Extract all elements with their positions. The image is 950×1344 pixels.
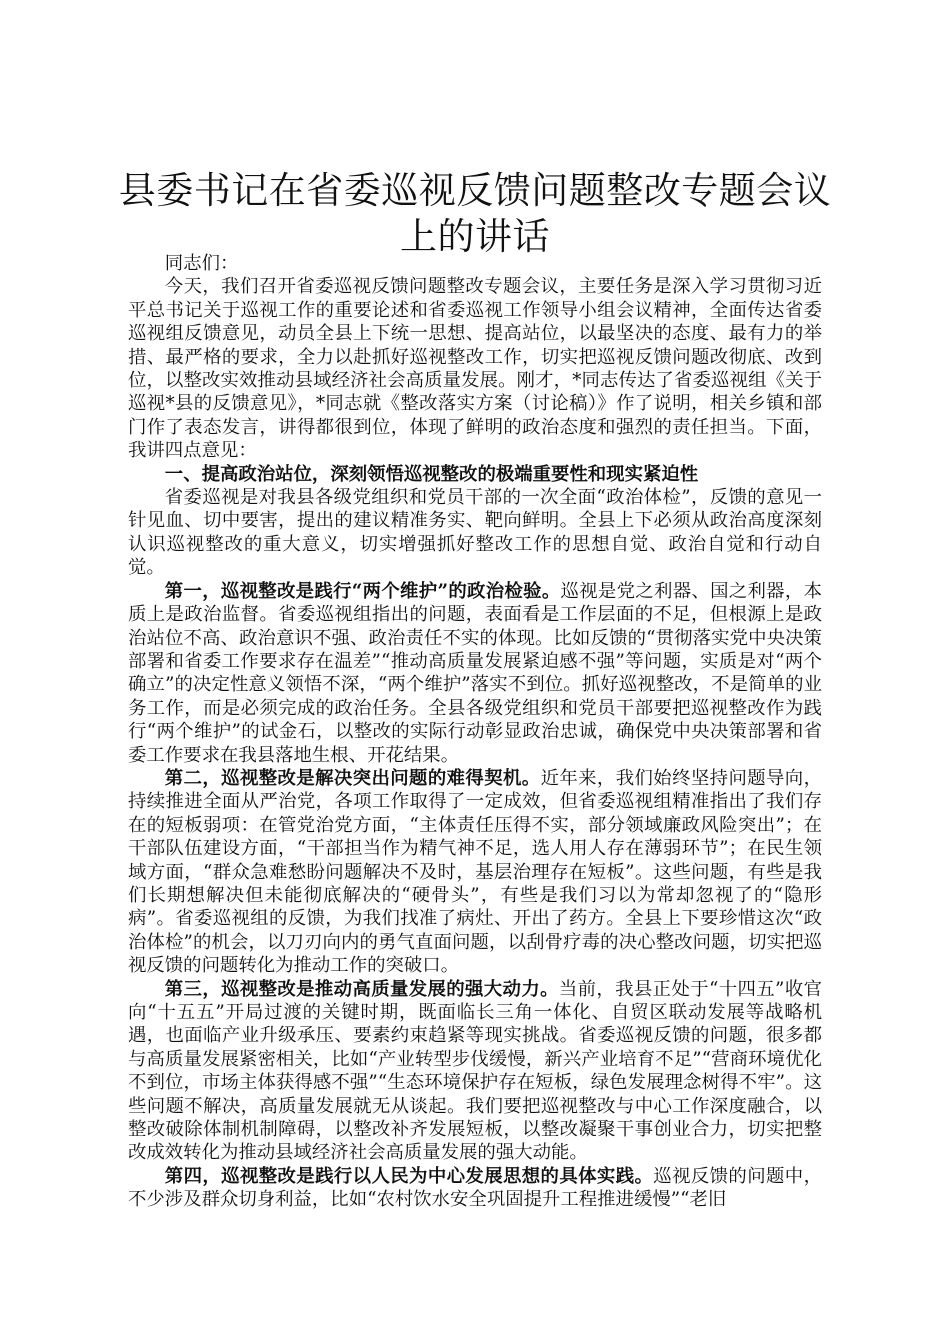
document-title: 县委书记在省委巡视反馈问题整改专题会议上的讲话 xyxy=(118,169,832,258)
point-text-2: 近年来，我们始终坚持问题导向，持续推进全面从严治党，各项工作取得了一定成效，但省委巡视组精准指出了我们存在的短板弱项：在管党治党方面，“主体责任压得不实，部分领域廉政风险突出”；在干部队伍建设方面，“干部担当作为精气神不足，选人用人存在薄弱环节”；在民生领域方面，“群众急难愁盼问题解决不及时，基层治理存在短板”。这些问题，有些是我们长期想解决但未能彻底解决的“硬骨头”，有些是我们习以为常却忽视了的“隐形病”。省委巡视组的反馈，为我们找准了病灶、开出了药方。全县上下要珍惜这次“政治体检”的机会，以刀刃向内的勇气直面问题，以刮骨疗毒的决心整改问题，切实把巡视反馈的问题转化为推动工作的突破口。 xyxy=(128,767,822,977)
point-paragraph-1 xyxy=(128,580,822,767)
point-lead-3: 第三，巡视整改是推动高质量发展的强大动力。 xyxy=(164,978,559,1000)
greeting: 同志们： xyxy=(164,253,239,274)
point-lead-2: 第二，巡视整改是解决突出问题的难得契机。 xyxy=(164,767,541,789)
point-text-1: 巡视是党之利器、国之利器，本质上是政治监督。省委巡视组指出的问题，表面看是工作层面的不足，但根源上是政治站位不高、政治意识不强、政治责任不实的体现。比如反馈的“贯彻落实党中央决策部署和省委工作要求存在温差”“推动高质量发展紧迫感不强”等问题，实质是对“两个确立”的决定性意义领悟不深，“两个维护”落实不到位。抓好巡视整改，不是简单的业务工作，而是必须完成的政治任务。全县各级党组织和党员干部要把巡视整改作为践行“两个维护”的试金石，以整改的实际行动彰显政治忠诚，确保党中央决策部署和省委工作要求在我县落地生根、开花结果。 xyxy=(128,580,822,766)
point-text-3: 当前，我县正处于“十四五”收官向“十五五”开局过渡的关键时期，既面临长三角一体化、自贸区联动发展等战略机遇，也面临产业升级承压、要素约束趋紧等现实挑战。省委巡视反馈的问题，很多都与高质量发展紧密相关，比如“产业转型步伐缓慢，新兴产业培育不足”“营商环境优化不到位，市场主体获得感不强”“生态环境保护存在短板，绿色发展理念树得不牢”。这些问题不解决，高质量发展就无从谈起。我们要把巡视整改与中心工作深度融合，以整改破除体制机制障碍，以整改补齐发展短板，以整改凝聚干事创业合力，切实把整改成效转化为推动县域经济社会高质量发展的强大动能。 xyxy=(128,978,822,1164)
section-heading-1: 一、提高政治站位，深刻领悟巡视整改的极端重要性和现实紧迫性 xyxy=(164,463,699,485)
point-paragraph-3 xyxy=(128,978,822,1165)
point-lead-4: 第四，巡视整改是践行以人民为中心发展思想的具体实践。 xyxy=(164,1165,654,1187)
point-lead-1: 第一，巡视整改是践行“两个维护”的政治检验。 xyxy=(164,580,561,602)
point-text-4: 巡视反馈的问题中，不少涉及群众切身利益，比如“农村饮水安全巩固提升工程推进缓慢”“老旧 xyxy=(128,1165,822,1211)
point-paragraph-2 xyxy=(128,767,822,978)
intro-paragraph: 今天，我们召开省委巡视反馈问题整改专题会议，主要任务是深入学习贯彻习近平总书记关于巡视工作的重要论述和省委巡视工作领导小组会议精神，全面传达省委巡视组反馈意见，动员全县上下统一思想、提高站位，以最坚决的态度、最有力的举措、最严格的要求，全力以赴抓好巡视整改工作，切实把巡视反馈问题改彻底、改到位，以整改实效推动县域经济社会高质量发展。刚才，*同志传达了省委巡视组《关于巡视*县的反馈意见》，*同志就《整改落实方案（讨论稿）》作了说明，相关乡镇和部门作了表态发言，讲得都很到位，体现了鲜明的政治态度和强烈的责任担当。下面，我讲四点意见： xyxy=(128,276,822,462)
section-1-intro: 省委巡视是对我县各级党组织和党员干部的一次全面“政治体检”，反馈的意见一针见血、切中要害，提出的建议精准务实、靶向鲜明。全县上下必须从政治高度深刻认识巡视整改的重大意义，切实增强抓好整改工作的思想自觉、政治自觉和行动自觉。 xyxy=(128,487,822,579)
point-paragraph-4 xyxy=(128,1165,822,1212)
document-body xyxy=(128,252,822,1212)
